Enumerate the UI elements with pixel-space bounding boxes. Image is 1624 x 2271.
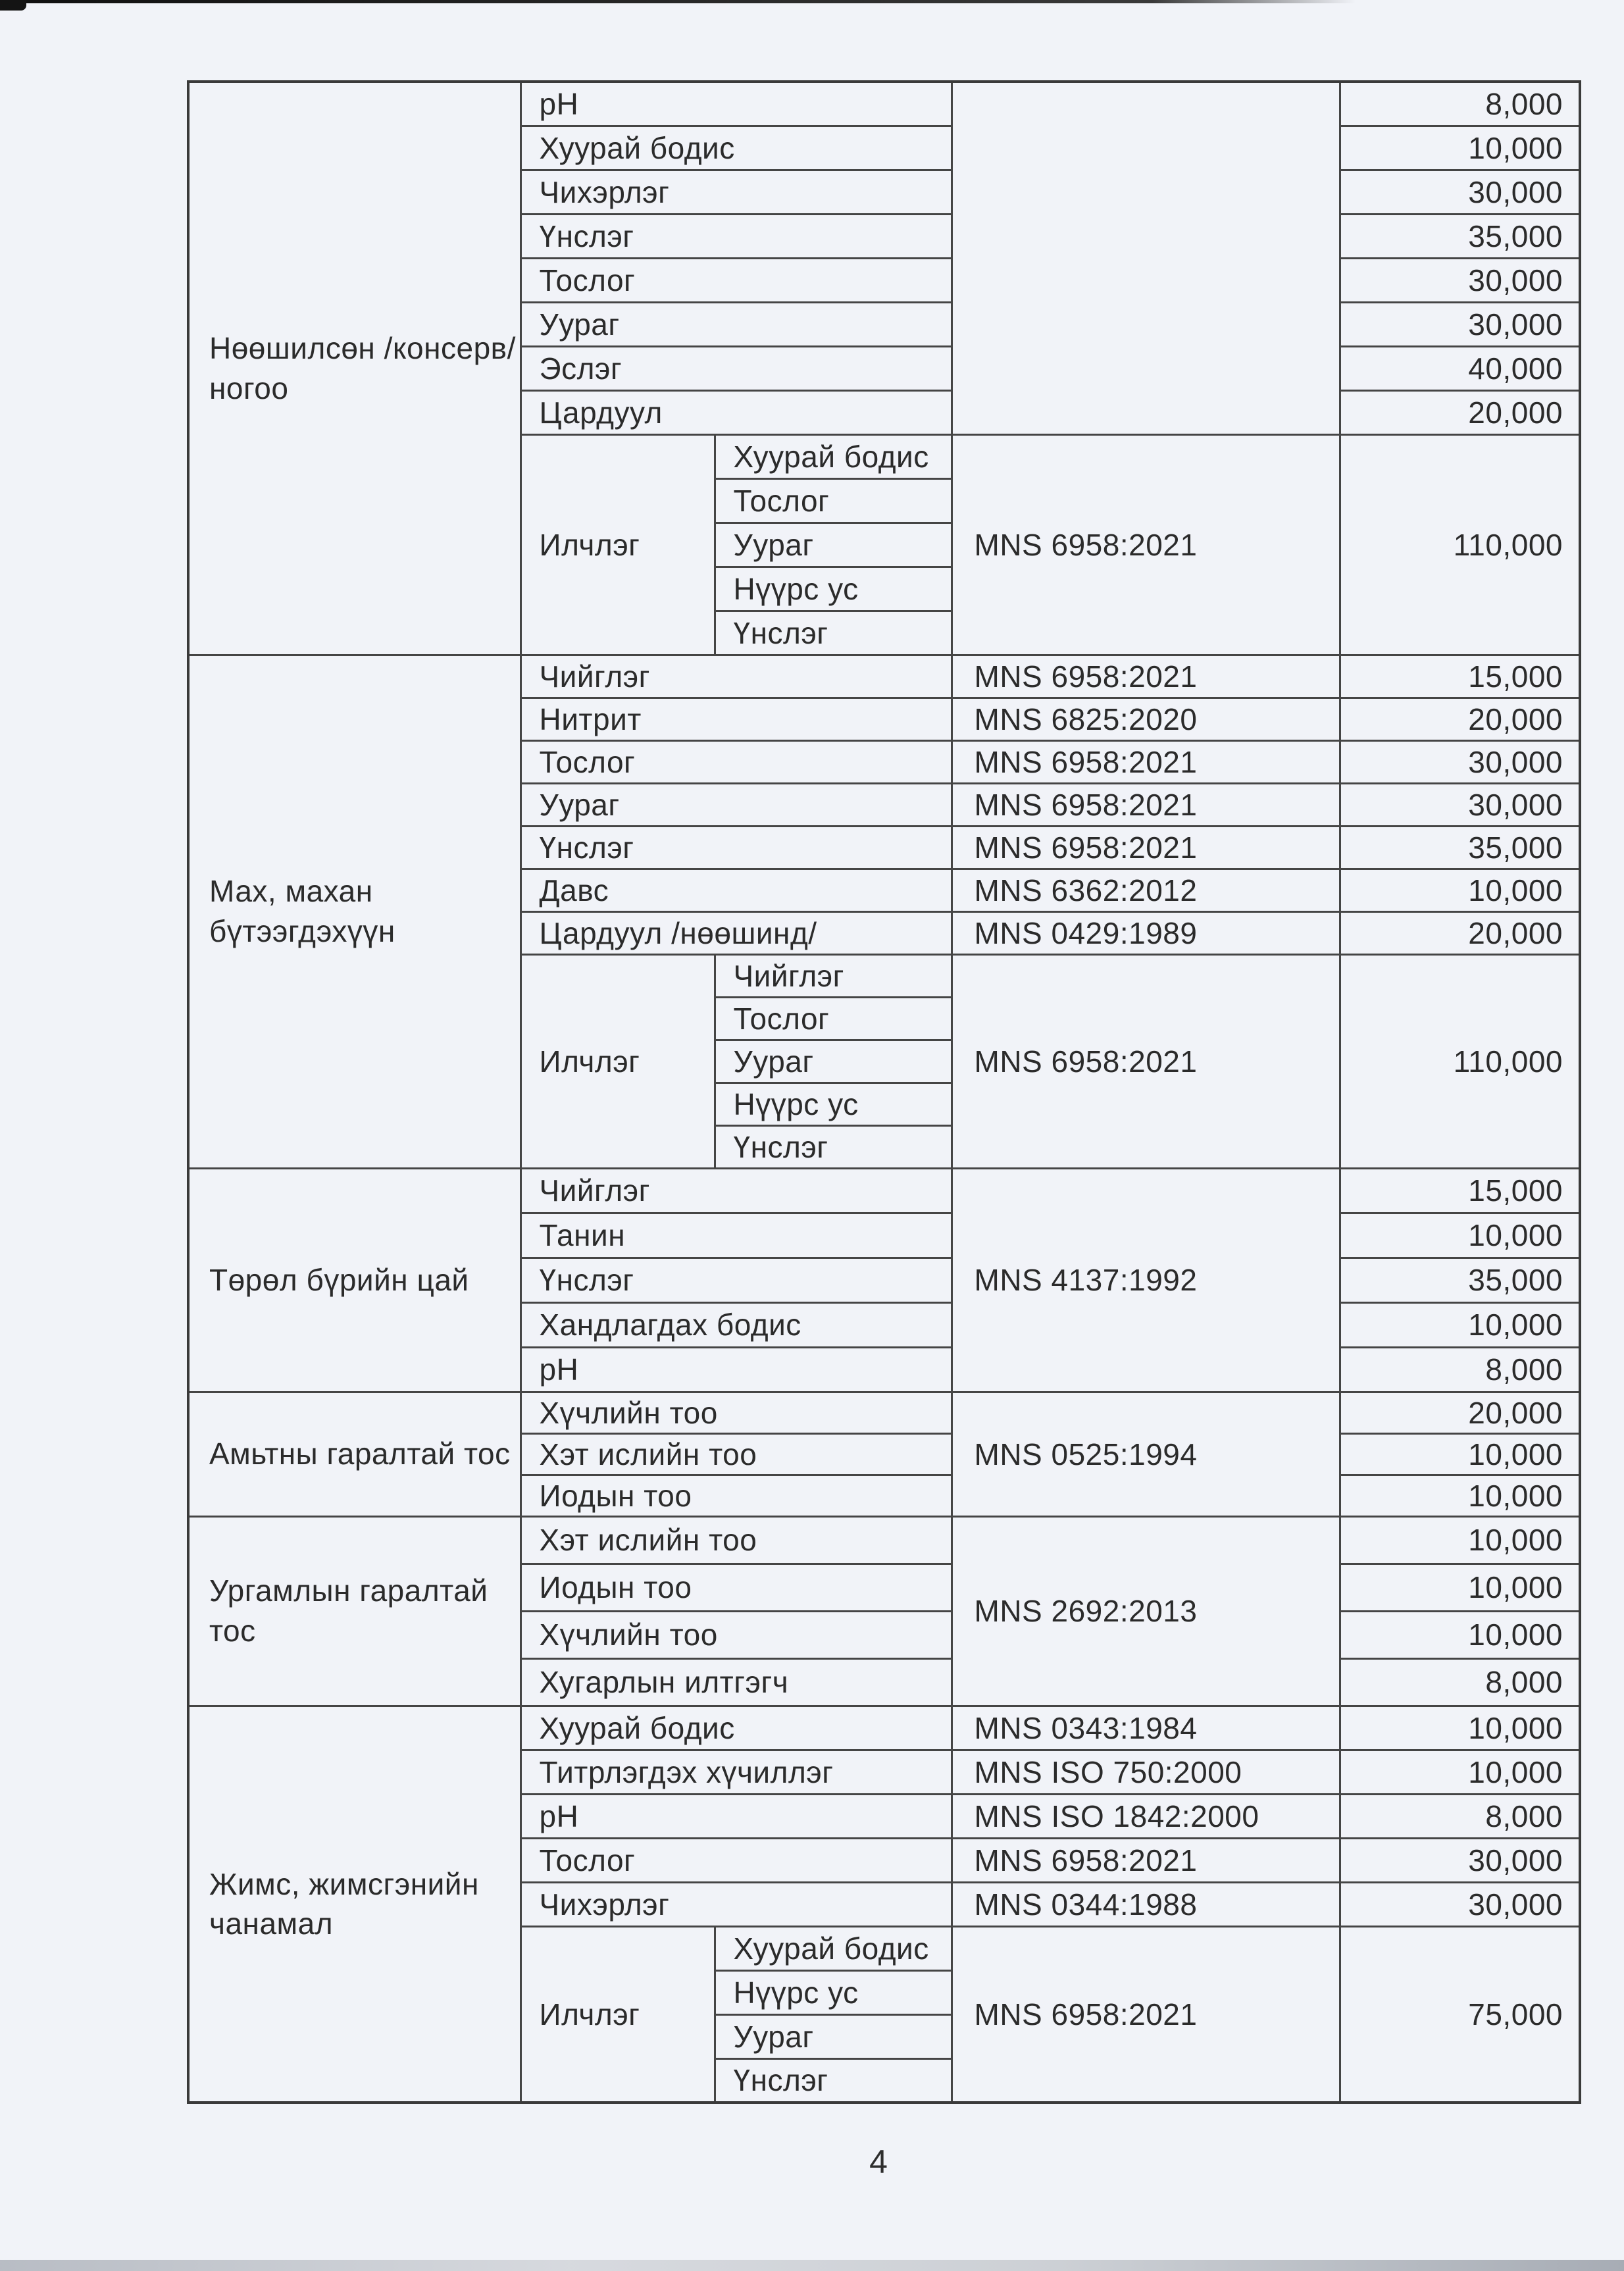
subparam-cell: Нүүрс ус — [715, 1083, 952, 1125]
standard-cell: MNS 6958:2021 — [952, 1926, 1340, 2103]
price-cell: 10,000 — [1340, 126, 1580, 170]
standard-cell: MNS 6958:2021 — [952, 954, 1340, 1168]
price-cell: 30,000 — [1340, 170, 1580, 214]
price-cell: 10,000 — [1340, 1433, 1580, 1475]
price-cell: 30,000 — [1340, 740, 1580, 783]
price-cell: 10,000 — [1340, 1475, 1580, 1516]
param-cell: Үнслэг — [520, 826, 952, 869]
standard-cell: MNS 0525:1994 — [952, 1392, 1340, 1516]
standard-cell: MNS 6958:2021 — [952, 826, 1340, 869]
param-cell: Хэт ислийн тоо — [520, 1433, 952, 1475]
price-cell: 8,000 — [1340, 1347, 1580, 1392]
price-cell: 10,000 — [1340, 1750, 1580, 1794]
param-cell: Титрлэгдэх хүчиллэг — [520, 1750, 952, 1794]
standard-cell: MNS 0344:1988 — [952, 1882, 1340, 1926]
param-cell: Танин — [520, 1213, 952, 1258]
standard-cell: MNS 6825:2020 — [952, 698, 1340, 740]
subparam-cell: Уураг — [715, 1040, 952, 1083]
price-cell: 20,000 — [1340, 698, 1580, 740]
table-row — [188, 1168, 1580, 1213]
standard-cell: MNS 0343:1984 — [952, 1706, 1340, 1750]
price-cell: 30,000 — [1340, 1838, 1580, 1882]
price-cell: 30,000 — [1340, 258, 1580, 302]
scan-artifact-top-edge — [0, 0, 1356, 3]
table-row — [188, 1706, 1580, 1750]
standard-cell-empty — [952, 82, 1340, 434]
price-cell: 15,000 — [1340, 655, 1580, 698]
subparam-cell: Хуурай бодис — [715, 1926, 952, 1970]
scan-artifact-corner — [0, 0, 26, 11]
param-cell: pH — [520, 1794, 952, 1838]
subparam-cell: Чийглэг — [715, 954, 952, 997]
param-cell: Чихэрлэг — [520, 170, 952, 214]
param-cell: Хэт ислийн тоо — [520, 1516, 952, 1564]
price-cell: 30,000 — [1340, 1882, 1580, 1926]
price-cell: 20,000 — [1340, 1392, 1580, 1433]
price-cell: 8,000 — [1340, 82, 1580, 126]
param-cell: Үнслэг — [520, 1258, 952, 1302]
table-row — [188, 1516, 1580, 1564]
category-cell: Жимс, жимсгэнийн чанамал — [188, 1706, 520, 2103]
scan-artifact-bottom-edge — [0, 2260, 1624, 2271]
standard-cell: MNS 0429:1989 — [952, 911, 1340, 954]
standard-cell: MNS 6958:2021 — [952, 655, 1340, 698]
param-cell: Цардуул /нөөшинд/ — [520, 911, 952, 954]
standard-cell: MNS 6958:2021 — [952, 740, 1340, 783]
param-cell: pH — [520, 1347, 952, 1392]
param-cell: Тослог — [520, 740, 952, 783]
param-cell: pH — [520, 82, 952, 126]
param-cell: Үнслэг — [520, 214, 952, 258]
calorie-group-cell: Илчлэг — [520, 954, 715, 1168]
price-cell: 20,000 — [1340, 911, 1580, 954]
pricing-table-wrapper — [187, 80, 1581, 2104]
subparam-cell: Тослог — [715, 997, 952, 1040]
param-cell: Хугарлын илтгэгч — [520, 1658, 952, 1706]
price-cell: 20,000 — [1340, 390, 1580, 434]
standard-cell: MNS 4137:1992 — [952, 1168, 1340, 1392]
param-cell: Иодын тоо — [520, 1475, 952, 1516]
param-cell: Нитрит — [520, 698, 952, 740]
table-row — [188, 82, 1580, 126]
pricing-table — [187, 80, 1581, 2104]
subparam-cell: Тослог — [715, 478, 952, 523]
price-cell: 110,000 — [1340, 954, 1580, 1168]
standard-cell: MNS 2692:2013 — [952, 1516, 1340, 1706]
price-cell: 10,000 — [1340, 1706, 1580, 1750]
param-cell: Чихэрлэг — [520, 1882, 952, 1926]
price-cell: 10,000 — [1340, 1564, 1580, 1611]
subparam-cell: Уураг — [715, 2014, 952, 2058]
calorie-group-cell: Илчлэг — [520, 1926, 715, 2103]
page-number: 4 — [869, 2143, 888, 2180]
param-cell: Чийглэг — [520, 1168, 952, 1213]
param-cell: Эслэг — [520, 346, 952, 390]
param-cell: Тослог — [520, 258, 952, 302]
standard-cell: MNS 6958:2021 — [952, 434, 1340, 655]
param-cell: Хүчлийн тоо — [520, 1392, 952, 1433]
price-cell: 40,000 — [1340, 346, 1580, 390]
price-cell: 8,000 — [1340, 1794, 1580, 1838]
param-cell: Цардуул — [520, 390, 952, 434]
param-cell: Хуурай бодис — [520, 1706, 952, 1750]
param-cell: Давс — [520, 869, 952, 911]
param-cell: Чийглэг — [520, 655, 952, 698]
standard-cell: MNS 6362:2012 — [952, 869, 1340, 911]
standard-cell: MNS 6958:2021 — [952, 1838, 1340, 1882]
price-cell: 10,000 — [1340, 1516, 1580, 1564]
param-cell: Уураг — [520, 302, 952, 346]
table-row — [188, 655, 1580, 698]
price-cell: 10,000 — [1340, 1611, 1580, 1658]
price-cell: 35,000 — [1340, 214, 1580, 258]
subparam-cell: Уураг — [715, 523, 952, 567]
param-cell: Хуурай бодис — [520, 126, 952, 170]
subparam-cell: Нүүрс ус — [715, 1970, 952, 2014]
param-cell: Хүчлийн тоо — [520, 1611, 952, 1658]
subparam-cell: Үнслэг — [715, 611, 952, 655]
category-cell: Амьтны гаралтай тос — [188, 1392, 520, 1516]
price-cell: 110,000 — [1340, 434, 1580, 655]
standard-cell: MNS ISO 750:2000 — [952, 1750, 1340, 1794]
param-cell: Тослог — [520, 1838, 952, 1882]
price-cell: 10,000 — [1340, 1213, 1580, 1258]
price-cell: 10,000 — [1340, 1302, 1580, 1347]
price-cell: 35,000 — [1340, 1258, 1580, 1302]
price-cell: 75,000 — [1340, 1926, 1580, 2103]
subparam-cell: Хуурай бодис — [715, 434, 952, 478]
subparam-cell: Үнслэг — [715, 1125, 952, 1168]
param-cell: Хандлагдах бодис — [520, 1302, 952, 1347]
calorie-group-cell: Илчлэг — [520, 434, 715, 655]
subparam-cell: Үнслэг — [715, 2058, 952, 2103]
price-cell: 15,000 — [1340, 1168, 1580, 1213]
price-cell: 8,000 — [1340, 1658, 1580, 1706]
param-cell: Уураг — [520, 783, 952, 826]
category-cell: Мах, махан бүтээгдэхүүн — [188, 655, 520, 1168]
category-cell: Төрөл бүрийн цай — [188, 1168, 520, 1392]
price-cell: 30,000 — [1340, 783, 1580, 826]
category-cell: Ургамлын гаралтай тос — [188, 1516, 520, 1706]
category-cell: Нөөшилсөн /консерв/ ногоо — [188, 82, 520, 655]
standard-cell: MNS 6958:2021 — [952, 783, 1340, 826]
subparam-cell: Нүүрс ус — [715, 567, 952, 611]
param-cell: Иодын тоо — [520, 1564, 952, 1611]
price-cell: 30,000 — [1340, 302, 1580, 346]
table-row — [188, 1392, 1580, 1433]
standard-cell: MNS ISO 1842:2000 — [952, 1794, 1340, 1838]
price-cell: 10,000 — [1340, 869, 1580, 911]
price-cell: 35,000 — [1340, 826, 1580, 869]
